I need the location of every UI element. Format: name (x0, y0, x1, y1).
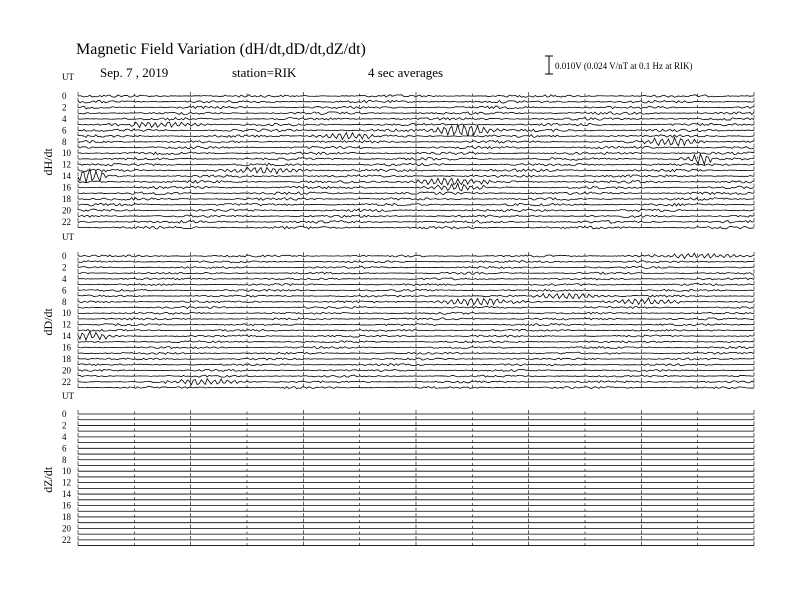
minute-ticks (78, 98, 754, 102)
hour-label: 12 (62, 319, 71, 330)
minute-ticks (78, 321, 754, 325)
hour-label: 6 (62, 285, 67, 296)
hour-label: 18 (62, 353, 71, 364)
hour-label: 18 (62, 193, 71, 204)
minute-ticks (78, 513, 754, 517)
hour-label: 14 (62, 331, 71, 342)
hour-label: 22 (62, 376, 71, 387)
figure-title: Magnetic Field Variation (dH/dt,dD/dt,dZ/dt) (76, 41, 366, 58)
minute-ticks (78, 286, 754, 290)
minute-ticks (78, 542, 754, 546)
hour-label: 10 (62, 466, 71, 477)
hour-label: 4 (62, 431, 67, 442)
minute-ticks (78, 189, 754, 193)
hour-label: 20 (62, 523, 71, 534)
hour-label: 4 (62, 273, 67, 284)
minute-ticks (78, 507, 754, 511)
hour-label: 8 (62, 296, 67, 307)
hour-label: 20 (62, 205, 71, 216)
minute-ticks (78, 344, 754, 348)
hour-label: 18 (62, 511, 71, 522)
minute-ticks (78, 126, 754, 130)
minute-ticks (78, 439, 754, 443)
hour-label: 6 (62, 443, 67, 454)
minute-ticks (78, 132, 754, 136)
minute-ticks (78, 536, 754, 540)
minute-ticks (78, 275, 754, 279)
hour-label: 0 (62, 251, 67, 261)
hour-label: 22 (62, 534, 71, 545)
hour-label: 16 (62, 342, 71, 353)
panel-ylabel: dH/dt (41, 148, 55, 176)
minute-ticks (78, 467, 754, 471)
minute-ticks (78, 450, 754, 454)
hour-label: 2 (62, 102, 67, 113)
minute-ticks (78, 410, 754, 414)
scale-bar (545, 56, 693, 74)
panel-ylabel: dD/dt (41, 308, 55, 336)
minute-ticks (78, 519, 754, 523)
hour-label: 0 (62, 91, 67, 101)
hour-label: 20 (62, 365, 71, 376)
minute-ticks (78, 416, 754, 420)
minute-ticks (78, 258, 754, 262)
hour-label: 8 (62, 454, 67, 465)
hour-label: 14 (62, 171, 71, 182)
averaging-label: 4 sec averages (368, 65, 444, 80)
ut-label: UT (62, 391, 74, 401)
panel-dD-dt (41, 232, 754, 389)
minute-ticks (78, 315, 754, 319)
minute-ticks (78, 252, 754, 256)
minute-ticks (78, 433, 754, 437)
minute-ticks (78, 326, 754, 330)
panel-dH-dt (41, 72, 754, 229)
minute-ticks (78, 361, 754, 365)
hour-label: 22 (62, 216, 71, 227)
minute-ticks (78, 524, 754, 528)
minute-ticks (78, 281, 754, 285)
minute-ticks (78, 378, 754, 382)
minute-ticks (78, 349, 754, 353)
ut-label: UT (62, 232, 74, 242)
hour-label: 4 (62, 113, 67, 124)
hour-label: 0 (62, 409, 67, 419)
hour-label: 12 (62, 159, 71, 170)
minute-ticks (78, 298, 754, 302)
minute-ticks (78, 490, 754, 494)
minute-ticks (78, 92, 754, 96)
minute-ticks (78, 355, 754, 359)
minute-ticks (78, 121, 754, 125)
hour-label: 2 (62, 420, 67, 431)
minute-ticks (78, 427, 754, 431)
hour-label: 10 (62, 148, 71, 159)
hour-label: 6 (62, 125, 67, 136)
hour-label: 16 (62, 500, 71, 511)
panel-ylabel: dZ/dt (41, 466, 55, 493)
hour-label: 14 (62, 489, 71, 500)
scale-bar-label: 0.010V (0.024 V/nT at 0.1 Hz at RIK) (555, 61, 693, 71)
ut-label: UT (62, 72, 74, 82)
minute-ticks (78, 149, 754, 153)
minute-ticks (78, 484, 754, 488)
minute-ticks (78, 444, 754, 448)
date-label: Sep. 7 , 2019 (100, 65, 169, 80)
minute-ticks (78, 456, 754, 460)
panel-dZ-dt (41, 391, 754, 546)
minute-ticks (78, 421, 754, 425)
minute-ticks (78, 138, 754, 142)
minute-ticks (78, 461, 754, 465)
hour-label: 10 (62, 308, 71, 319)
minute-ticks (78, 502, 754, 506)
hour-label: 8 (62, 136, 67, 147)
minute-ticks (78, 479, 754, 483)
hour-label: 12 (62, 477, 71, 488)
minute-ticks (78, 496, 754, 500)
station-label: station=RIK (232, 65, 297, 80)
minute-ticks (78, 530, 754, 534)
minute-ticks (78, 109, 754, 113)
minute-ticks (78, 473, 754, 477)
hour-label: 16 (62, 182, 71, 193)
hour-label: 2 (62, 262, 67, 273)
